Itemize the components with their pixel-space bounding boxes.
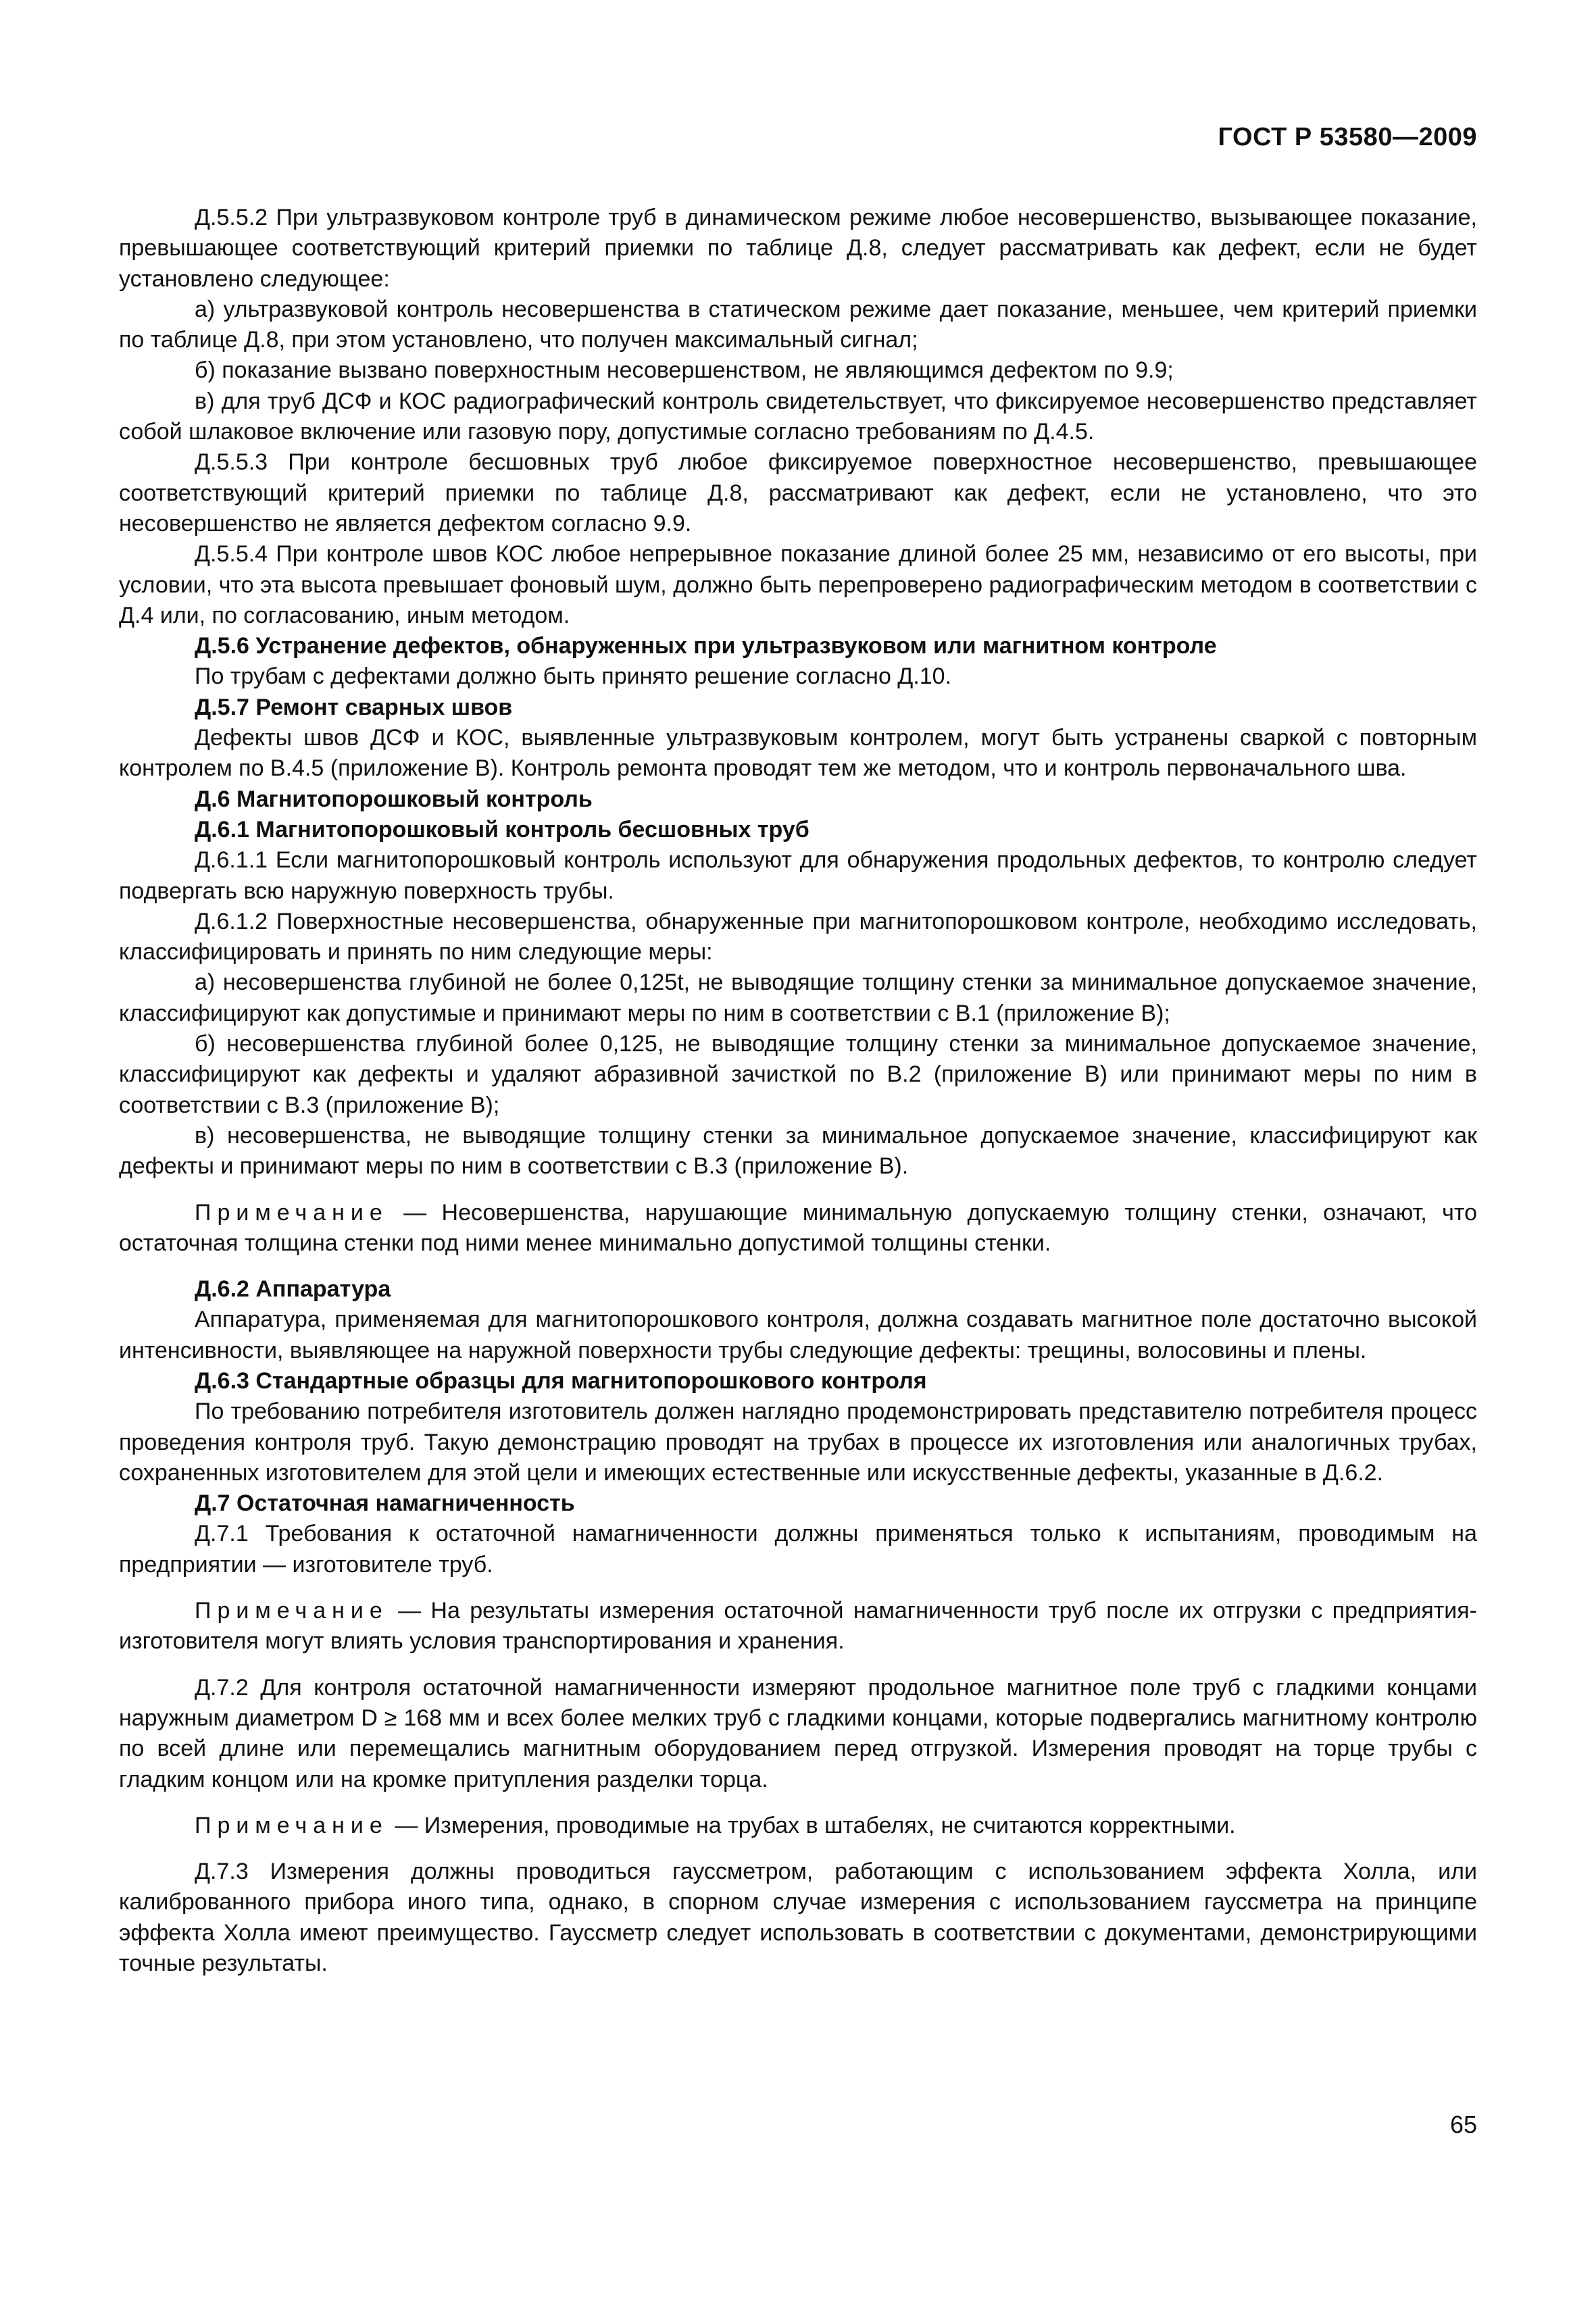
section-heading: Д.7 Остаточная намагниченность	[195, 1490, 575, 1517]
body-paragraph: Д.5.5.4 При контроле швов КОС любое непрерывное показание длиной более 25 мм, независимо от его высоты, при условии, что эта высота превышает фоновый шум, должно быть перепроверено радиографическим методом в соответствии с Д.4 или, по согласованию, иным методом.	[119, 541, 1477, 628]
body-paragraph: Д.7.3 Измерения должны проводиться гауссметром, работающим с использованием эффекта Холла, или калиброванного прибора иного типа, однако, в спорном случае измерения с использованием гауссметра на принципе эффекта Холла имеют преимущество. Гауссметр следует использовать в соответствии с документами, демонстрирующими точные результаты.	[119, 1859, 1477, 1977]
body-paragraph: а) несовершенства глубиной не более 0,125t, не выводящие толщину стенки за минимальное допускаемое значение, классифицируют как допустимые и принимают меры по ним в соответствии с В.1 (приложение В);	[119, 970, 1477, 1026]
section-heading: Д.6 Магнитопорошковый контроль	[195, 786, 593, 812]
note-text: — На результаты измерения остаточной намагниченности труб после их отгрузки с предприятия-изготовителя могут влиять условия транспортирования и хранения.	[119, 1598, 1477, 1655]
body-paragraph: Д.5.5.3 При контроле бесшовных труб любое фиксируемое поверхностное несовершенство, превышающее соответствующий критерий приемки по таблице Д.8, рассматривают как дефект, если не установлено, что это несовершенство не является дефектом согласно 9.9.	[119, 449, 1477, 536]
note-paragraph	[119, 1811, 1477, 1841]
note-text: — Измерения, проводимые на трубах в штабелях, не считаются корректными.	[388, 1812, 1236, 1838]
body-paragraph: Аппаратура, применяемая для магнитопорошкового контроля, должна создавать магнитное поле достаточно высокой интенсивности, выявляющее на наружной поверхности трубы следующие дефекты: трещины, волосовины и плены.	[119, 1307, 1477, 1363]
body-paragraph: По трубам с дефектами должно быть принято решение согласно Д.10.	[195, 663, 952, 690]
note-paragraph	[119, 1198, 1477, 1259]
body-paragraph: По требованию потребителя изготовитель должен наглядно продемонстрировать представителю потребителя процесс проведения контроля труб. Такую демонстрацию проводят на трубах в процессе их изготовления или аналогичных трубах, сохраненных изготовителем для этой цели и имеющих естественные или искусственные дефекты, указанные в Д.6.2.	[119, 1399, 1477, 1486]
body-paragraph: Д.7.1 Требования к остаточной намагниченности должны применяться только к испытаниям, проводимым на предприятии — изготовителе труб.	[119, 1521, 1477, 1578]
section-heading: Д.6.1 Магнитопорошковый контроль бесшовных труб	[195, 816, 809, 842]
page-number: 65	[1449, 2111, 1477, 2138]
note-label: Примечание	[195, 1199, 389, 1226]
note-label: Примечание	[195, 1598, 389, 1624]
note-text: — Несовершенства, нарушающие минимальную допускаемую толщину стенки, означают, что остаточная толщина стенки под ними менее минимально допустимой толщины стенки.	[119, 1199, 1477, 1256]
body-paragraph: Д.5.5.2 При ультразвуковом контроле труб в динамическом режиме любое несовершенство, вызывающее показание, превышающее соответствующий критерий приемки по таблице Д.8, следует рассматривать как дефект, если не будет установлено следующее:	[119, 205, 1477, 292]
body-paragraph: Д.6.1.2 Поверхностные несовершенства, обнаруженные при магнитопорошковом контроле, необходимо исследовать, классифицировать и принять по ним следующие меры:	[119, 908, 1477, 965]
section-heading: Д.5.7 Ремонт сварных швов	[195, 694, 513, 720]
body-paragraph: Дефекты швов ДСФ и КОС, выявленные ультразвуковым контролем, могут быть устранены сваркой с повторным контролем по В.4.5 (приложение В). Контроль ремонта проводят тем же методом, что и контроль первоначального шва.	[119, 725, 1477, 782]
document-body	[119, 203, 1477, 1979]
standard-code-header: ГОСТ Р 53580—2009	[1218, 123, 1477, 151]
section-heading: Д.6.3 Стандартные образцы для магнитопорошкового контроля	[195, 1367, 927, 1394]
section-heading: Д.6.2 Аппаратура	[195, 1276, 391, 1303]
body-paragraph: б) несовершенства глубиной более 0,125, не выводящие толщину стенки за минимальное допускаемое значение, классифицируют как дефекты и удаляют абразивной зачисткой по В.2 (приложение В) или принимают меры по ним в соответствии с В.3 (приложение В);	[119, 1031, 1477, 1118]
section-heading: Д.5.6 Устранение дефектов, обнаруженных при ультразвуковом или магнитном контроле	[195, 633, 1217, 659]
body-paragraph: а) ультразвуковой контроль несовершенства в статическом режиме дает показание, меньшее, чем критерий приемки по таблице Д.8, при этом установлено, что получен максимальный сигнал;	[119, 296, 1477, 353]
body-paragraph: Д.7.2 Для контроля остаточной намагниченности измеряют продольное магнитное поле труб с гладкими концами наружным диаметром D ≥ 168 мм и всех более мелких труб с гладкими концами, которые подвергались магнитному контролю по всей длине или перемещались магнитным оборудованием перед отгрузкой. Измерения проводят на торце трубы с гладким концом или на кромке притупления разделки торца.	[119, 1674, 1477, 1792]
note-label: Примечание	[195, 1812, 389, 1838]
body-paragraph: б) показание вызвано поверхностным несовершенством, не являющимся дефектом по 9.9;	[195, 357, 1174, 384]
body-paragraph: Д.6.1.1 Если магнитопорошковый контроль используют для обнаружения продольных дефектов, то контролю следует подвергать всю наружную поверхность трубы.	[119, 847, 1477, 904]
body-paragraph: в) для труб ДСФ и КОС радиографический контроль свидетельствует, что фиксируемое несовершенство представляет собой шлаковое включение или газовую пору, допустимые согласно требованиям по Д.4.5.	[119, 388, 1477, 445]
note-paragraph	[119, 1596, 1477, 1657]
body-paragraph: в) несовершенства, не выводящие толщину стенки за минимальное допускаемое значение, классифицируют как дефекты и принимают меры по ним в соответствии с В.3 (приложение В).	[119, 1122, 1477, 1180]
